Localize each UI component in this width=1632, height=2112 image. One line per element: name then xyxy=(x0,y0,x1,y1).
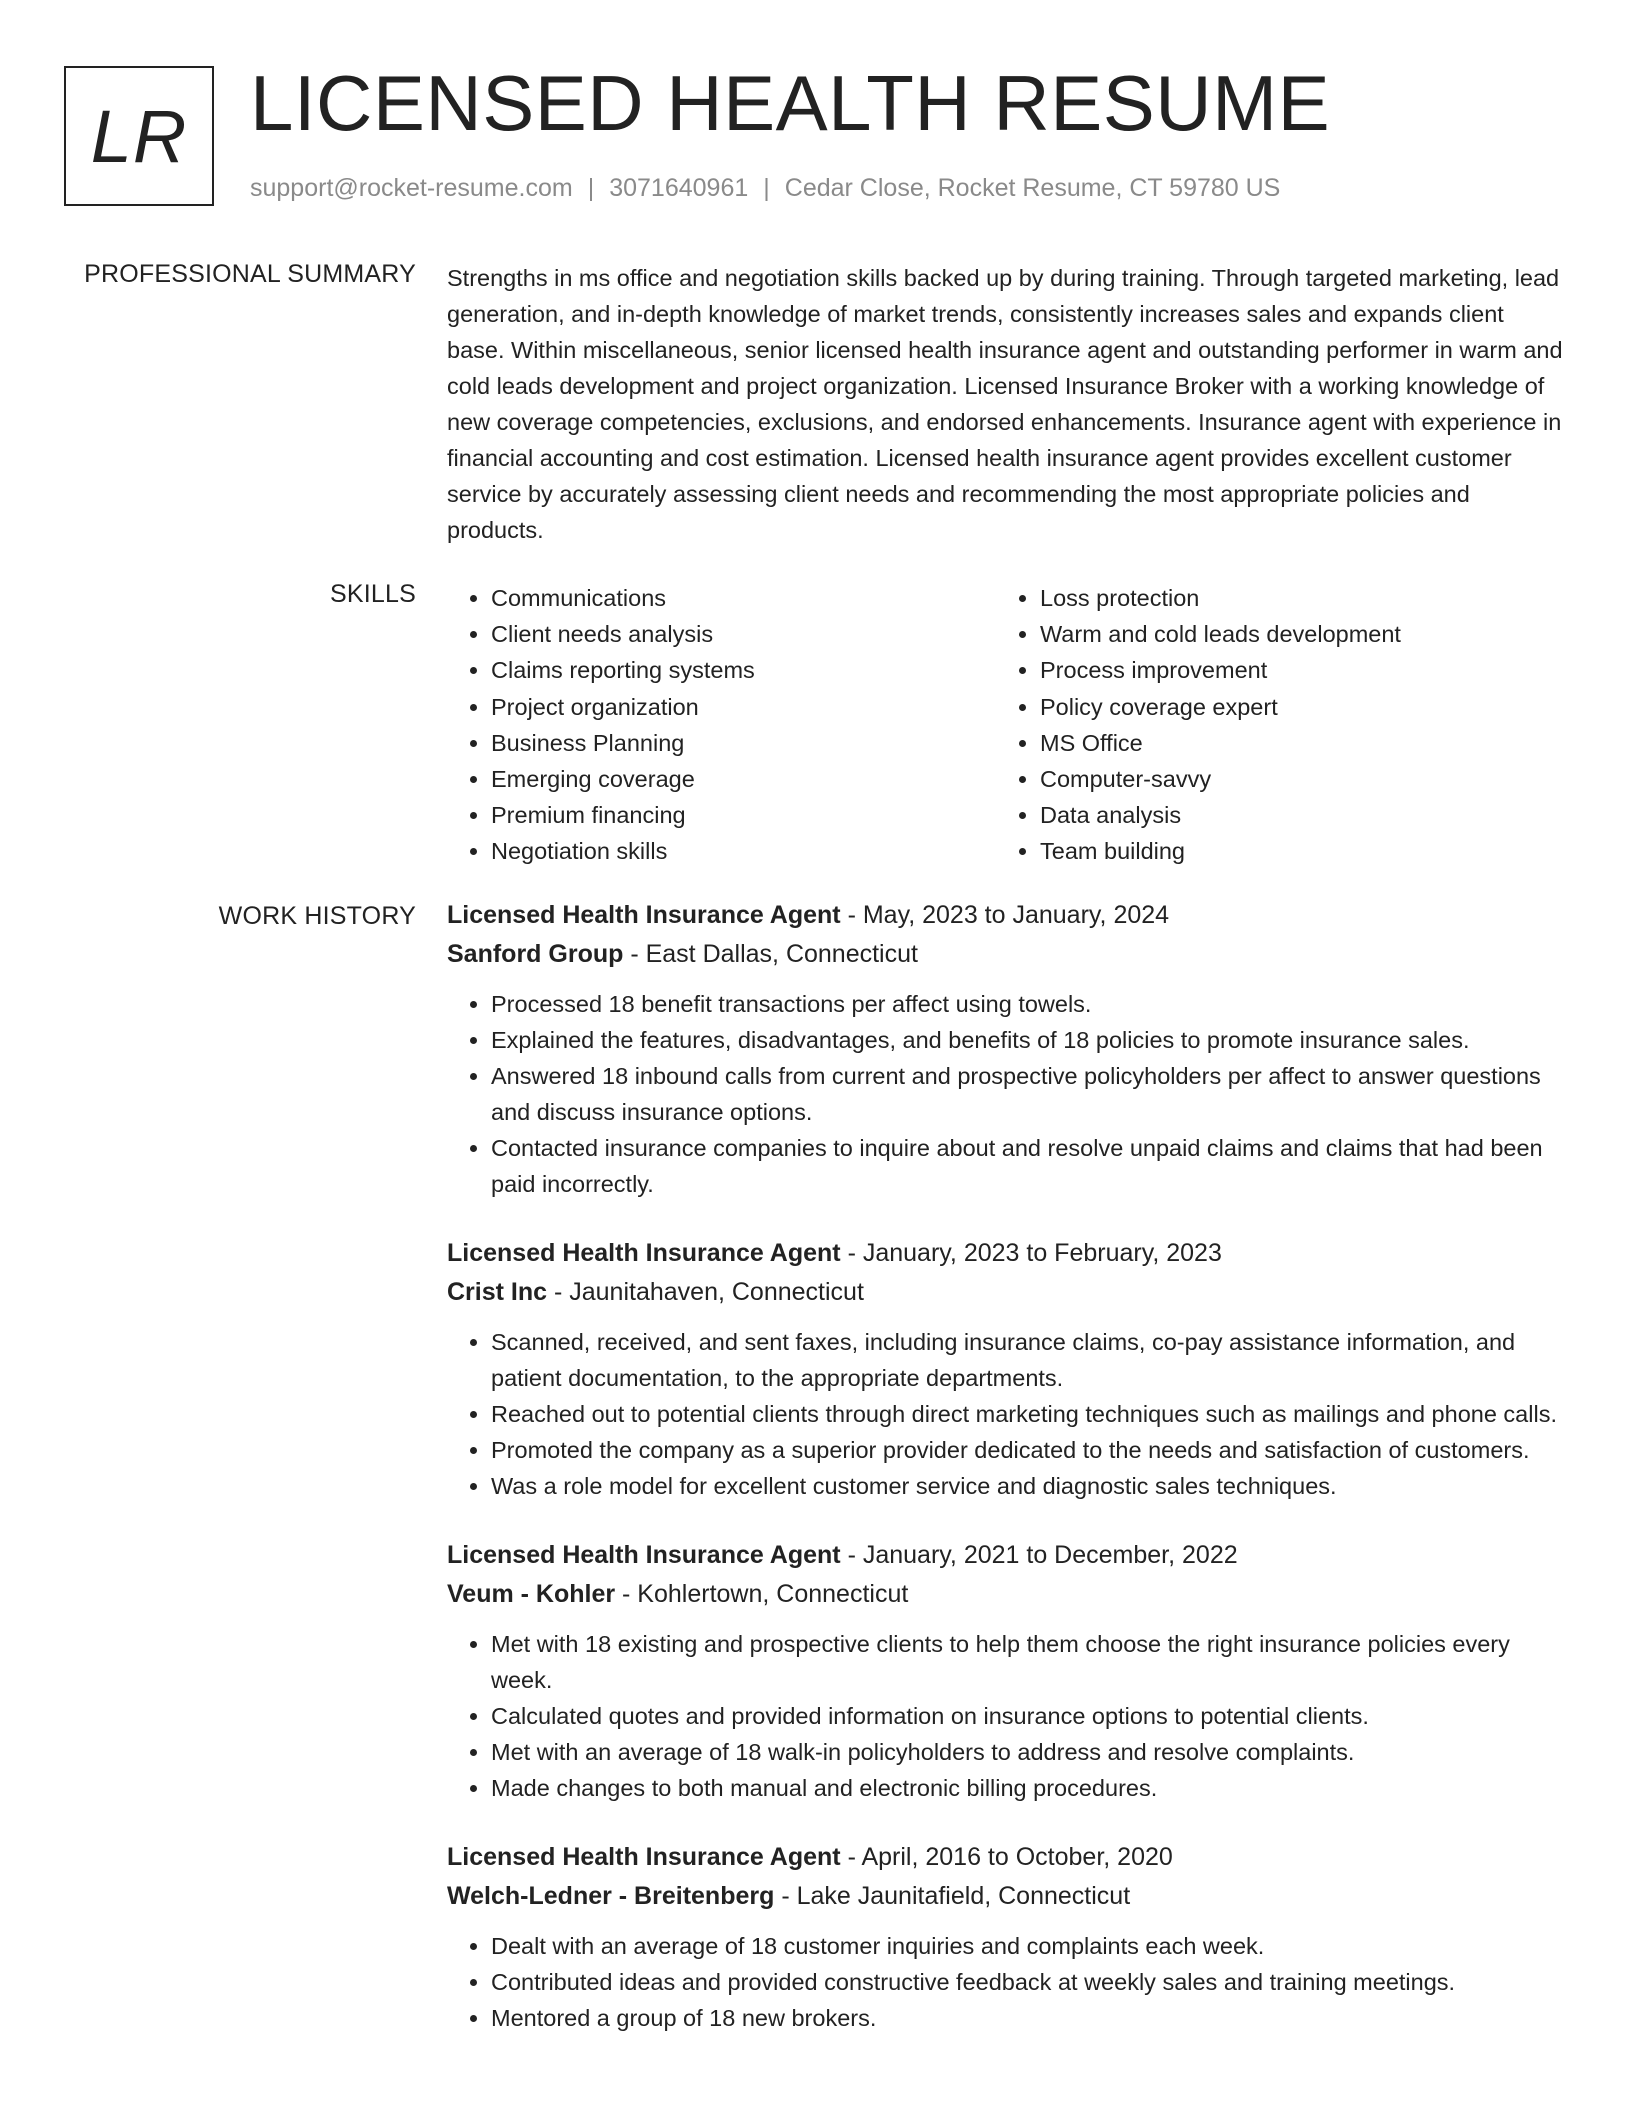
section-title-skills: SKILLS xyxy=(330,580,416,608)
job-role-line xyxy=(447,1536,1567,1575)
skill-item: • Client needs analysis xyxy=(491,616,996,652)
job-company: Sanford Group xyxy=(447,940,624,968)
job-bullet: • Contributed ideas and provided constructive feedback at weekly sales and training meetings. xyxy=(491,1964,1567,2000)
job-bullet: • Mentored a group of 18 new brokers. xyxy=(491,2000,1567,2036)
job-dates: - January, 2021 to December, 2022 xyxy=(840,1541,1238,1569)
job-role-line xyxy=(447,1838,1567,1877)
job-company-line xyxy=(447,1273,1567,1312)
job-bullet: • Calculated quotes and provided information on insurance options to potential clients. xyxy=(491,1698,1567,1734)
job-bullets xyxy=(447,1928,1567,2036)
summary-text: Strengths in ms office and negotiation skills backed up by during training. Through targeted marketing, lead generation, and in-depth knowledge of market trends, consistently increases sales and expands client base. Within miscellaneous, senior licensed health insurance agent and outstanding performer in warm and cold leads development and project organization. Licensed Insurance Broker with a working knowledge of new coverage competencies, exclusions, and endorsed enhancements. Insurance agent with experience in financial accounting and cost estimation. Licensed health insurance agent provides excellent customer service by accurately assessing client needs and recommending the most appropriate policies and products. xyxy=(447,265,1563,543)
job-bullet: • Contacted insurance companies to inquire about and resolve unpaid claims and claims that had been paid incorrectly. xyxy=(491,1130,1567,1202)
job-dates: - January, 2023 to February, 2023 xyxy=(840,1239,1222,1267)
skill-item: • Emerging coverage xyxy=(491,761,996,797)
skill-item: • Negotiation skills xyxy=(491,833,996,869)
job-bullet: • Scanned, received, and sent faxes, including insurance claims, co-pay assistance information, and patient documentation, to the appropriate departments. xyxy=(491,1324,1567,1396)
skill-item: • MS Office xyxy=(1040,725,1545,761)
skill-item: • Communications xyxy=(491,580,996,616)
skill-item: • Computer-savvy xyxy=(1040,761,1545,797)
job-role: Licensed Health Insurance Agent xyxy=(447,1239,841,1267)
skill-item: • Premium financing xyxy=(491,797,996,833)
section-title-work: WORK HISTORY xyxy=(218,902,416,930)
job-bullet: • Was a role model for excellent customer service and diagnostic sales techniques. xyxy=(491,1468,1567,1504)
resume-title: LICENSED HEALTH RESUME xyxy=(250,59,1331,147)
job-role-line xyxy=(447,1234,1567,1273)
contact-line xyxy=(250,174,1280,203)
job-role: Licensed Health Insurance Agent xyxy=(447,1843,841,1871)
work-body xyxy=(447,896,1567,2068)
job-bullet: • Processed 18 benefit transactions per affect using towels. xyxy=(491,986,1567,1022)
skill-item: • Data analysis xyxy=(1040,797,1545,833)
job-bullets xyxy=(447,1626,1567,1806)
skill-item: • Loss protection xyxy=(1040,580,1545,616)
skill-item: • Policy coverage expert xyxy=(1040,689,1545,725)
job-role: Licensed Health Insurance Agent xyxy=(447,1541,841,1569)
section-title-summary: PROFESSIONAL SUMMARY xyxy=(84,260,416,288)
job-dates: - April, 2016 to October, 2020 xyxy=(840,1843,1173,1871)
job-bullets xyxy=(447,1324,1567,1504)
skill-item: • Project organization xyxy=(491,689,996,725)
job-location: - Jaunitahaven, Connecticut xyxy=(547,1278,864,1306)
summary-body xyxy=(447,260,1567,548)
job-bullet: • Met with an average of 18 walk-in policyholders to address and resolve complaints. xyxy=(491,1734,1567,1770)
job-entry xyxy=(447,1536,1567,1806)
contact-phone: 3071640961 xyxy=(609,174,749,202)
job-company-line xyxy=(447,935,1567,974)
skills-body xyxy=(447,580,1567,870)
monogram-logo xyxy=(64,66,214,206)
skill-item: • Process improvement xyxy=(1040,652,1545,688)
job-entry xyxy=(447,1234,1567,1504)
job-bullet: • Made changes to both manual and electronic billing procedures. xyxy=(491,1770,1567,1806)
skills-list-right xyxy=(996,580,1545,870)
job-bullets xyxy=(447,986,1567,1202)
job-bullet: • Dealt with an average of 18 customer inquiries and complaints each week. xyxy=(491,1928,1567,1964)
job-location: - East Dallas, Connecticut xyxy=(623,940,918,968)
skill-item: • Warm and cold leads development xyxy=(1040,616,1545,652)
job-company-line xyxy=(447,1575,1567,1614)
job-role: Licensed Health Insurance Agent xyxy=(447,901,841,929)
job-location: - Kohlertown, Connecticut xyxy=(615,1580,909,1608)
contact-address: Cedar Close, Rocket Resume, CT 59780 US xyxy=(784,174,1281,202)
job-bullet: • Reached out to potential clients through direct marketing techniques such as mailings and phone calls. xyxy=(491,1396,1567,1432)
job-entry xyxy=(447,1838,1567,2036)
job-company: Welch-Ledner - Breitenberg xyxy=(447,1882,775,1910)
job-dates: - May, 2023 to January, 2024 xyxy=(840,901,1170,929)
job-bullet: • Met with 18 existing and prospective clients to help them choose the right insurance policies every week. xyxy=(491,1626,1567,1698)
job-entry xyxy=(447,896,1567,1202)
job-bullet: • Explained the features, disadvantages, and benefits of 18 policies to promote insurance sales. xyxy=(491,1022,1567,1058)
contact-separator: | xyxy=(763,174,770,202)
skill-item: • Team building xyxy=(1040,833,1545,869)
contact-email: support@rocket-resume.com xyxy=(250,174,573,202)
contact-separator: | xyxy=(587,174,595,202)
job-company-line xyxy=(447,1877,1567,1916)
skill-item: • Business Planning xyxy=(491,725,996,761)
monogram-initials: LR xyxy=(90,94,188,178)
job-location: - Lake Jaunitafield, Connecticut xyxy=(774,1882,1131,1910)
skill-item: • Claims reporting systems xyxy=(491,652,996,688)
job-company: Crist Inc xyxy=(447,1278,548,1306)
job-company: Veum - Kohler xyxy=(447,1580,616,1608)
job-bullet: • Answered 18 inbound calls from current and prospective policyholders per affect to answer questions and discuss insurance options. xyxy=(491,1058,1567,1130)
job-role-line xyxy=(447,896,1567,935)
job-bullet: • Promoted the company as a superior provider dedicated to the needs and satisfaction of customers. xyxy=(491,1432,1567,1468)
skills-list-left xyxy=(447,580,996,870)
